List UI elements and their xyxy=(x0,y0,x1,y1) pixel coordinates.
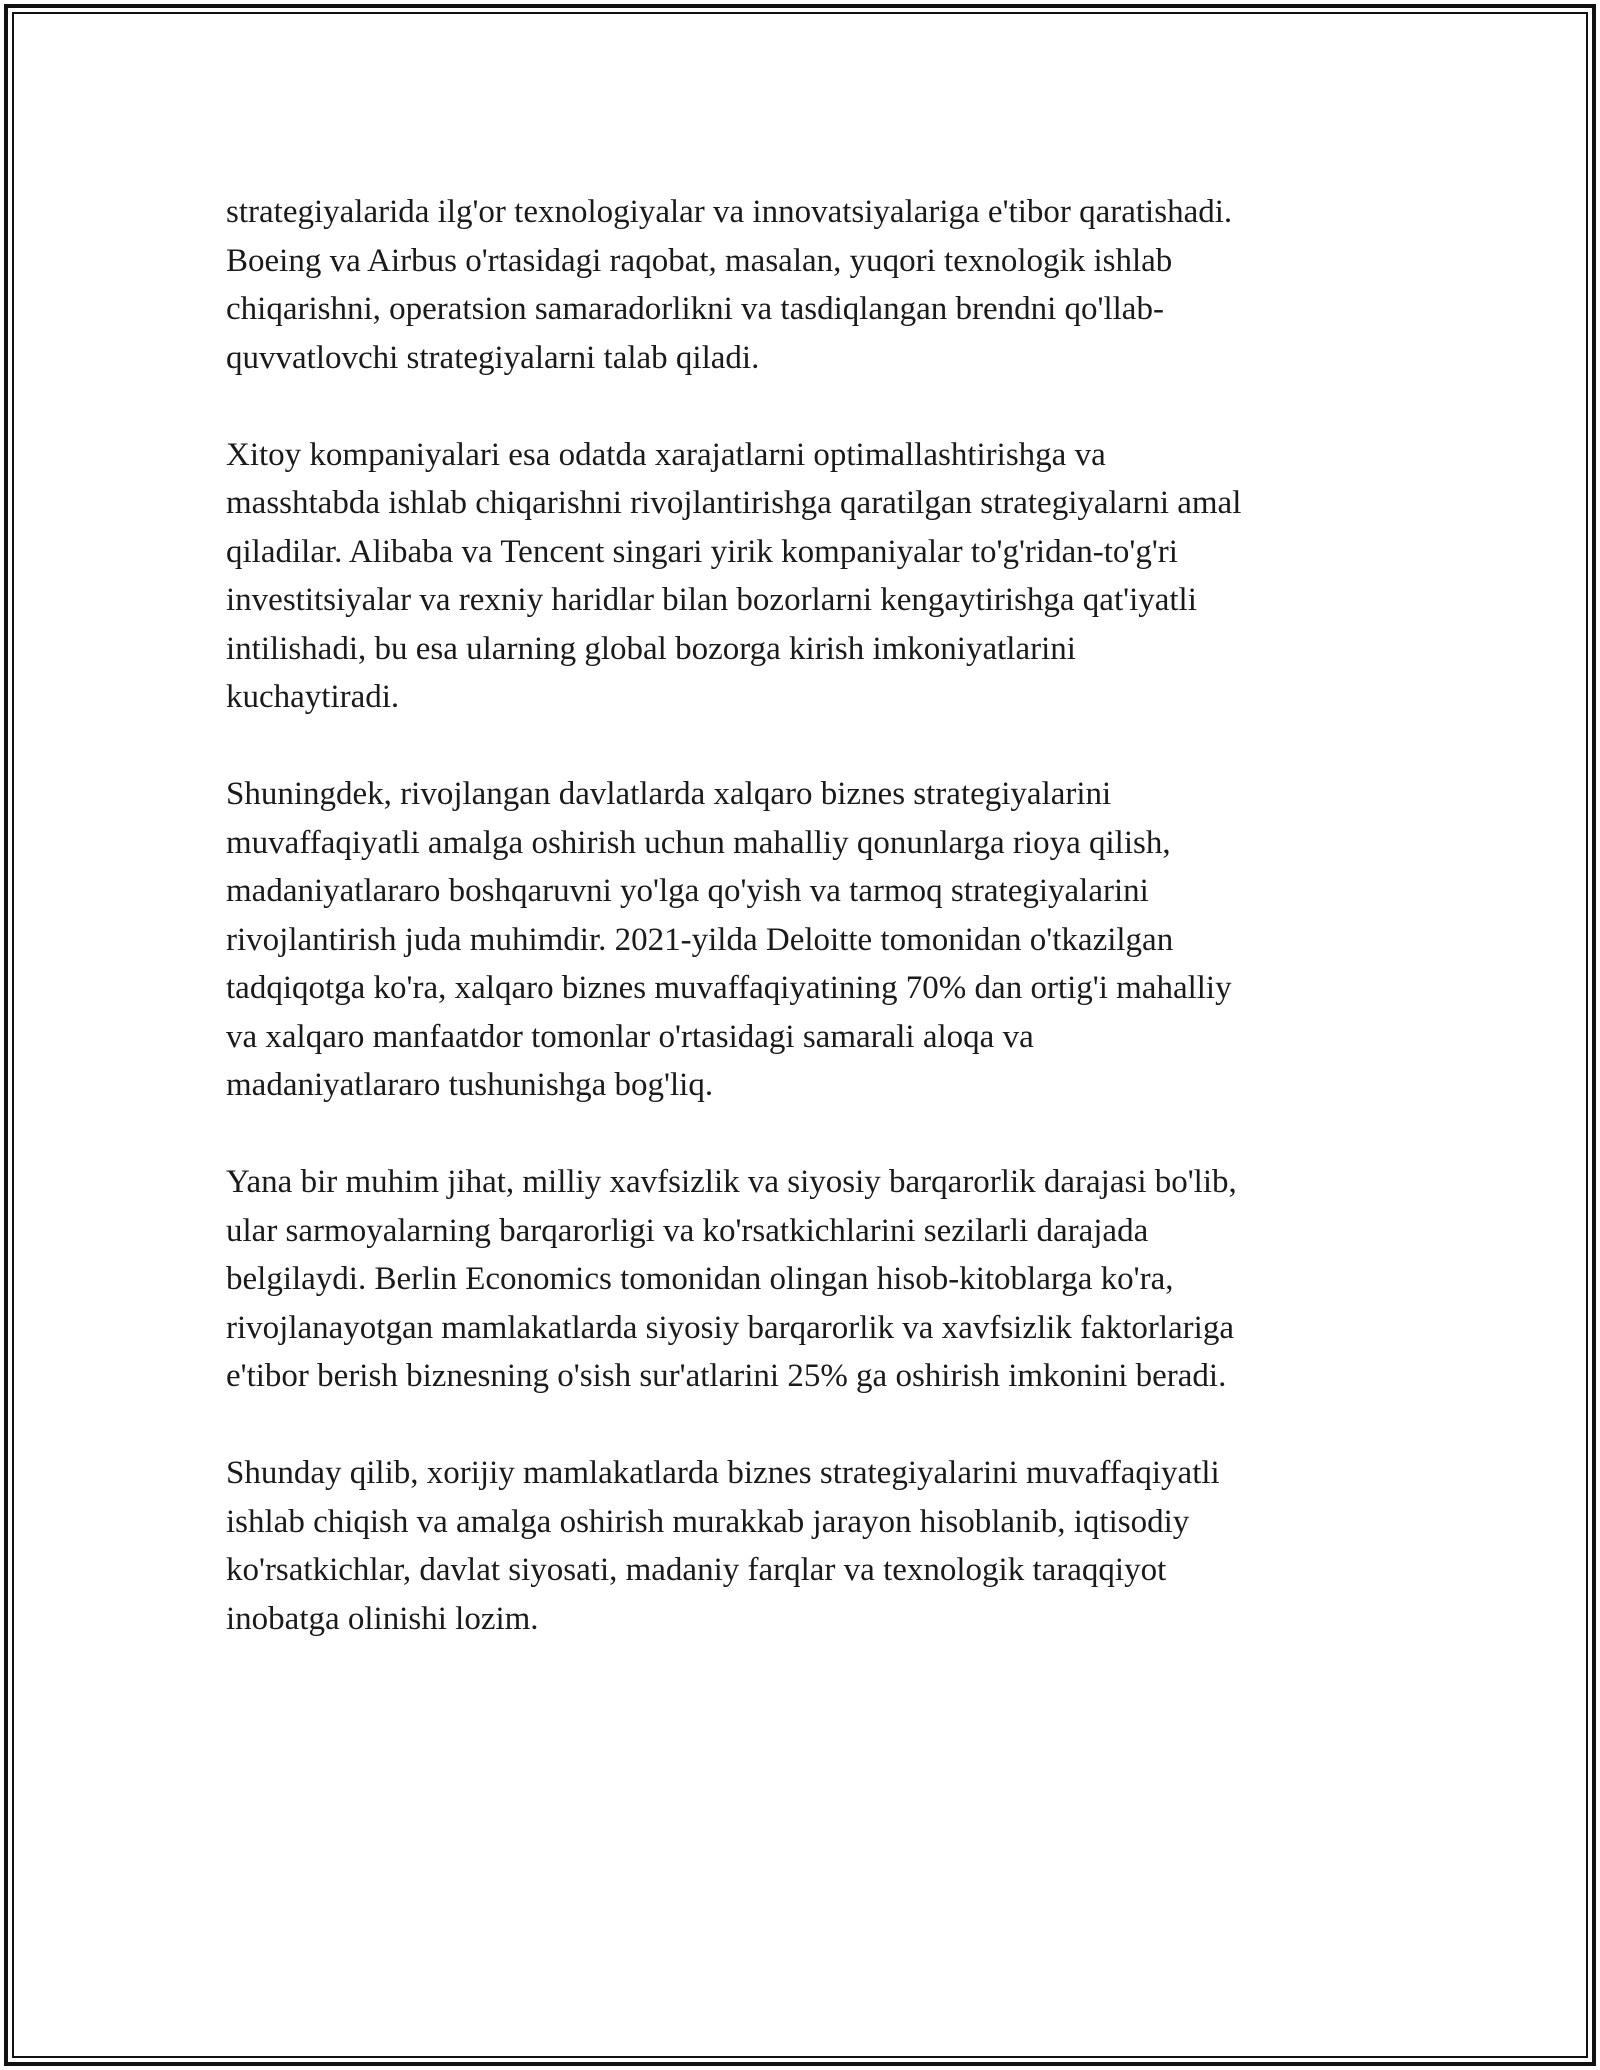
document-body xyxy=(226,188,1376,1692)
paragraph-5: Shunday qilib, xorijiy mamlakatlarda biznes strategiyalarini muvaffaqiyatli ishlab chiqish va amalga oshirish murakkab jarayon hisoblanib, iqtisodiy ko'rsatkichlar, davlat siyosati, madaniy farqlar va texnologik taraqqiyot inobatga olinishi lozim. xyxy=(226,1455,1220,1637)
paragraph-2: Xitoy kompaniyalari esa odatda xarajatlarni optimallashtirishga va masshtabda ishlab chiqarishni rivojlantirishga qaratilgan strategiyalarni amal qiladilar. Alibaba va Tencent singari yirik kompaniyalar to'g'ridan-to'g'ri investitsiyalar va rexniy haridlar bilan bozorlarni kengaytirishga qat'iyatli intilishadi, bu esa ularning global bozorga kirish imkoniyatlarini kuchaytiradi. xyxy=(226,436,1242,715)
paragraph-4: Yana bir muhim jihat, milliy xavfsizlik va siyosiy barqarorlik darajasi bo'lib, ular sarmoyalarning barqarorligi va ko'rsatkichlarini sezilarli darajada belgilaydi. Berlin Economics tomonidan olingan hisob-kitoblarga ko'ra, rivojlanayotgan mamlakatlarda siyosiy barqarorlik va xavfsizlik faktorlariga e'tibor berish biznesning o'sish sur'atlarini 25% ga oshirish imkonini beradi. xyxy=(226,1164,1237,1394)
paragraph-3: Shuningdek, rivojlangan davlatlarda xalqaro biznes strategiyalarini muvaffaqiyatli amalga oshirish uchun mahalliy qonunlarga rioya qilish, madaniyatlararo boshqaruvni yo'lga qo'yish va tarmoq strategiyalarini rivojlantirish juda muhimdir. 2021-yilda Deloitte tomonidan o'tkazilgan tadqiqotga ko'ra, xalqaro biznes muvaffaqiyatining 70% dan ortig'i mahalliy va xalqaro manfaatdor tomonlar o'rtasidagi samarali aloqa va madaniyatlararo tushunishga bog'liq. xyxy=(226,776,1232,1103)
paragraph-1: strategiyalarida ilg'or texnologiyalar va innovatsiyalariga e'tibor qaratishadi. Boeing va Airbus o'rtasidagi raqobat, masalan, yuqori texnologik ishlab chiqarishni, operatsion samaradorlikni va tasdiqlangan brendni qo'llab- quvvatlovchi strategiyalarni talab qiladi. xyxy=(226,194,1233,376)
